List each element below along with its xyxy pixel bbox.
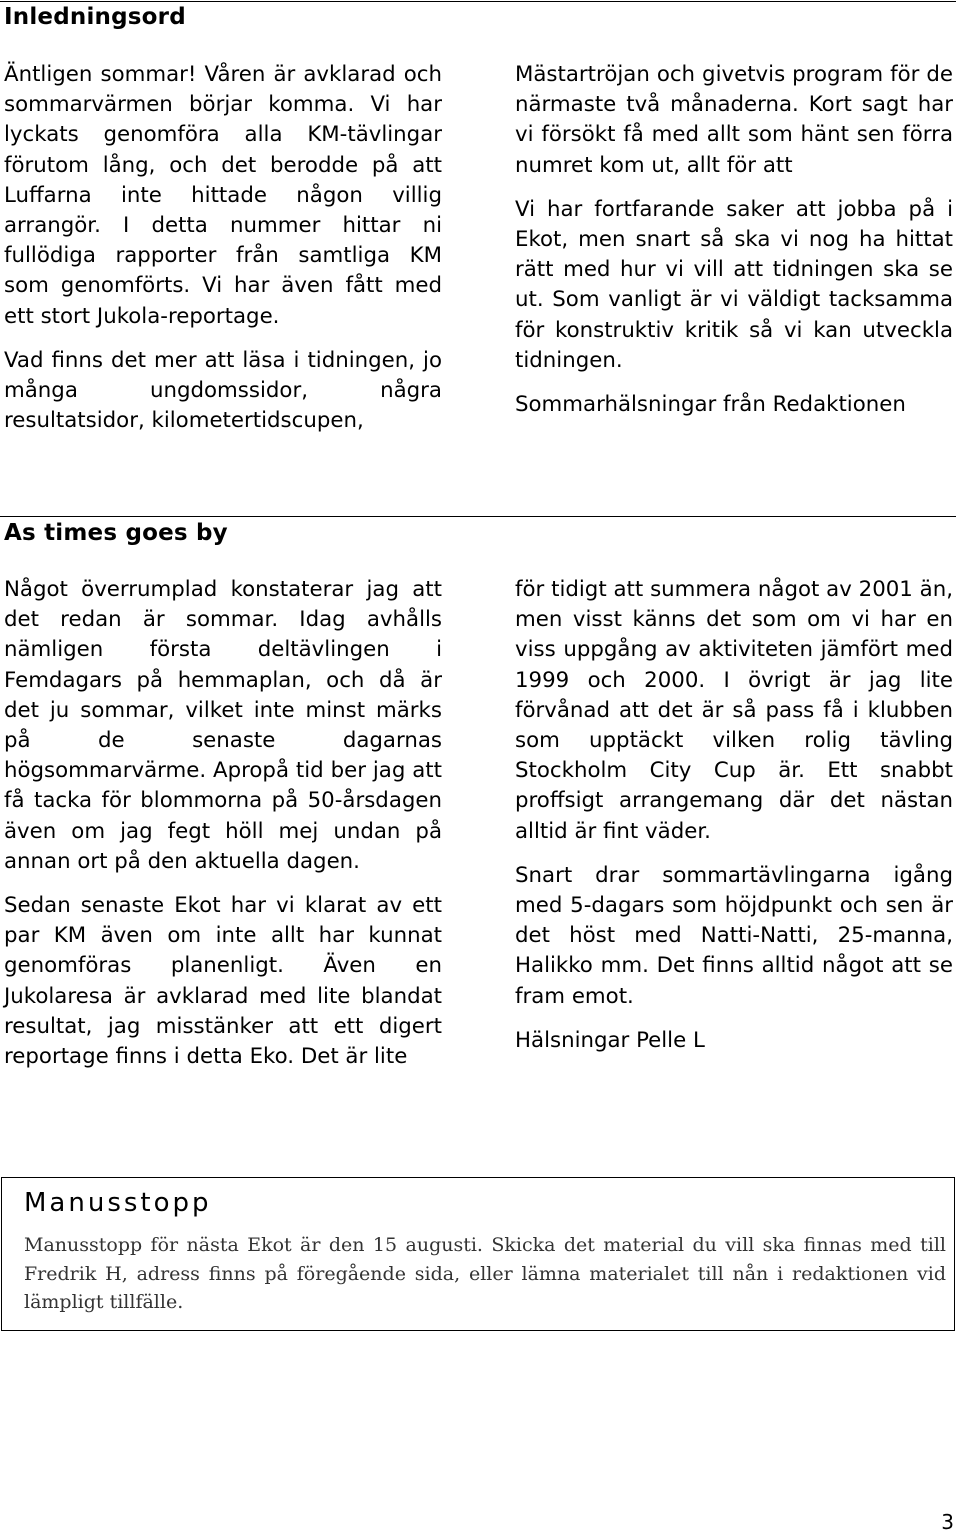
paragraph: Sommarhälsningar från Redaktionen [515, 392, 906, 418]
paragraph: Mästartröjan och givetvis program för de närmaste två månaderna. Kort sagt har vi försökt få med allt som hänt sen förra numret kom ut, allt för att [515, 62, 953, 178]
section-title-inledningsord: Inledningsord [4, 4, 186, 30]
manusstopp-box [1, 1177, 955, 1331]
paragraph: Hälsningar Pelle L [515, 1027, 705, 1053]
times-right-column [515, 575, 953, 1070]
manusstopp-title: Manusstopp [24, 1188, 212, 1218]
inledning-right-column [515, 60, 953, 434]
section-rule [0, 516, 956, 517]
paragraph: Vad finns det mer att läsa i tidningen, jo många ungdomssidor, några resultatsidor, kilometertidscupen, [4, 347, 442, 434]
times-left-column [4, 575, 442, 1086]
paragraph: Något överrumplad konstaterar jag att det redan är sommar. Idag avhålls nämligen första deltävlingen i Femdagars på hemmaplan, och då är det ju sommar, vilket inte minst märks på de senaste dagarnas högsommarvärme. Apropå tid ber jag att få tacka för blommorna på 50-årsdagen även om jag fegt höll mej undan på annan ort på den aktuella dagen. [4, 577, 442, 874]
paragraph: Vi har fortfarande saker att jobba på i Ekot, men snart så ska vi nog ha hittat rätt med hur vi vill att tidningen ska se ut. Som vanligt är vi väldigt tacksamma för konstruktiv kritik så vi kan utveckla tidningen. [515, 196, 953, 373]
inledning-left-column [4, 60, 442, 450]
top-rule [0, 1, 956, 2]
paragraph: Snart drar sommartävlingarna igång med 5-dagars som höjdpunkt och sen är det höst med Natti-Natti, 25-manna, Halikko mm. Det finns alltid något att se fram emot. [515, 862, 953, 1009]
manusstopp-text: Manusstopp för nästa Ekot är den 15 augusti. Skicka det material du vill ska finnas med till Fredrik H, adress finns på föregående sida, eller lämna materialet till nån i redaktionen vid lämpligt tillfälle. [24, 1234, 946, 1313]
paragraph: för tidigt att summera något av 2001 än, men visst känns det som om vi har en viss uppgång av aktiviteten jämfört med 1999 och 2000. I övrigt är jag lite förvånad att det är så pass få i klubben som upptäckt vilken rolig tävling Stockholm City Cup är. Ett snabbt proffsigt arrangemang där det nästan alltid är fint väder. [515, 577, 953, 844]
paragraph: Äntligen sommar! Våren är avklarad och sommarvärmen börjar komma. Vi har lyckats genomföra alla KM-tävlingar förutom lång, och det berodde på att Luffarna inte hittade någon villig arrangör. I detta nummer hittar ni fullödiga rapporter från samtliga KM som genomförts. Vi har även fått med ett stort Jukola-reportage. [4, 62, 442, 329]
section-title-as-times-goes-by: As times goes by [4, 520, 228, 546]
page-number: 3 [941, 1510, 954, 1534]
paragraph: Sedan senaste Ekot har vi klarat av ett par KM även om inte allt har kunnat genomföras planenligt. Även en Jukolaresa är avklarad med lite blandat resultat, jag misstänker att ett digert reportage finns i detta Eko. Det är lite [4, 893, 442, 1070]
